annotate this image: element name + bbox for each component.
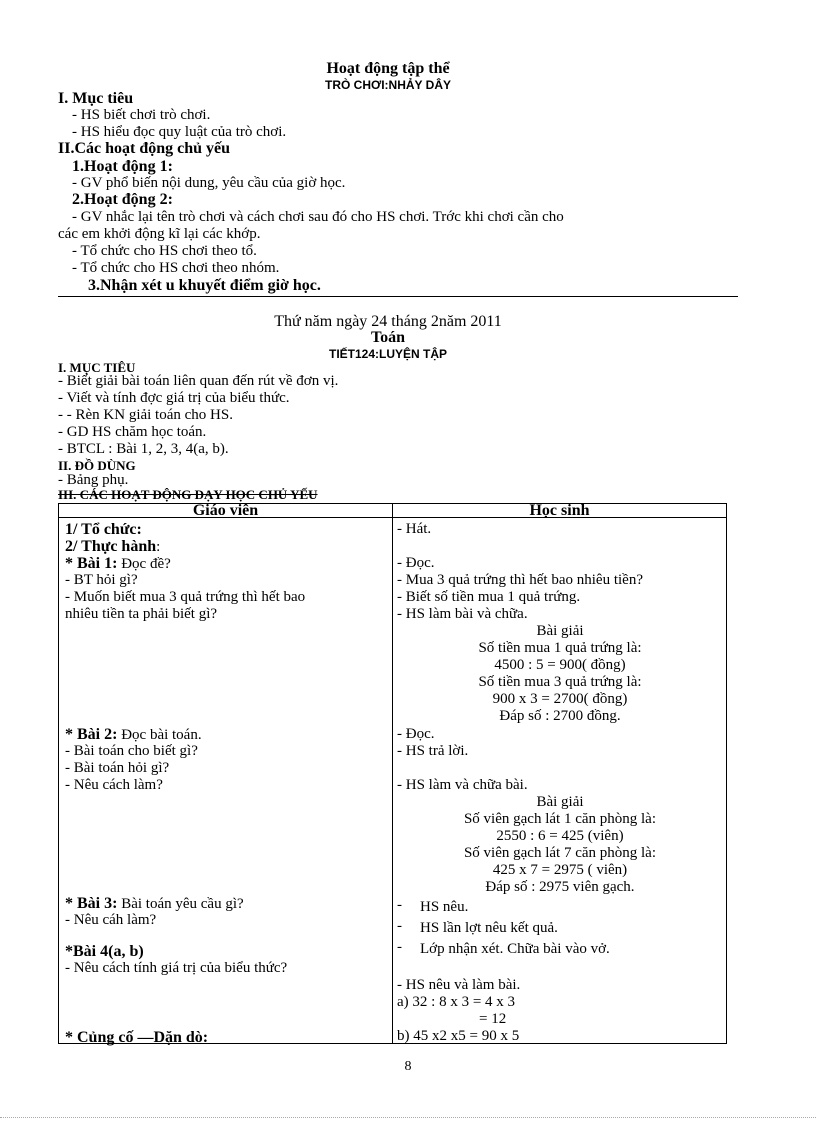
solution1-line: Số tiền mua 1 quả trứng là: — [478, 640, 642, 656]
exercise1-question: Đọc đề? — [117, 556, 171, 572]
teacher-line: - Bài toán hỏi gì? — [65, 760, 170, 776]
student-line: - HS nêu và làm bài. — [397, 977, 521, 993]
wrap-up-step: * Củng cố —Dặn dò: — [65, 1029, 209, 1046]
objective-item: - Viết và tính đợc giá trị của biểu thức. — [58, 390, 290, 406]
solution2-line: 425 x 7 = 2975 ( viên) — [492, 862, 628, 878]
teacher-line: - Nêu cách làm? — [65, 777, 163, 793]
practice-step-colon: : — [156, 539, 161, 555]
activity1-heading: 1.Hoạt động 1: — [72, 158, 173, 175]
solution2-line: 2550 : 6 = 425 (viên) — [496, 828, 624, 844]
solution2-line: Số viên gạch lát 1 căn phòng là: — [463, 811, 657, 827]
student-line: - Mua 3 quả trứng thì hết bao nhiêu tiền? — [397, 572, 643, 588]
student-line: - Đọc. — [397, 726, 435, 742]
solution2-answer: Đáp số : 2975 viên gạch. — [485, 879, 635, 895]
student-line: - HS làm và chữa bài. — [397, 777, 528, 793]
lesson-date: Thứ năm ngày 24 tháng 2năm 2011 — [274, 313, 502, 330]
activity3-heading: 3.Nhận xét u khuyết điểm giờ học. — [88, 277, 321, 294]
solution1-title: Bài giải — [536, 623, 584, 639]
exercise1-prompt — [65, 556, 171, 572]
student-line: HS nêu. — [420, 899, 469, 915]
material-item: - Bảng phụ. — [58, 472, 129, 488]
activity2-item: - Tổ chức cho HS chơi theo tổ. — [72, 243, 257, 259]
lesson-subject: Toán — [370, 329, 406, 346]
student-line: - HS trả lời. — [397, 743, 469, 759]
student-line: - HS làm bài và chữa. — [397, 606, 528, 622]
exercise2-question: Đọc bài toán. — [117, 727, 202, 743]
solution1-line: 4500 : 5 = 900( đồng) — [494, 657, 626, 673]
objective-item: - HS hiểu đọc quy luật của trò chơi. — [72, 124, 287, 140]
teacher-line: nhiêu tiền ta phải biết gì? — [65, 606, 218, 622]
solution1-answer: Đáp số : 2700 đồng. — [499, 708, 621, 724]
page-edge — [0, 1117, 816, 1118]
student-line: b) 45 x2 x5 = 90 x 5 — [397, 1028, 520, 1044]
bullet-dash: - — [397, 918, 402, 934]
student-line: - Đọc. — [397, 555, 435, 571]
activity2-line2: các em khởi động kĩ lại các khớp. — [58, 226, 261, 242]
objective-item: - GD HS chăm học toán. — [58, 424, 207, 440]
objectives-heading: I. MỤC TIÊU — [58, 360, 136, 375]
exercise3-prompt — [65, 896, 244, 912]
materials-heading: II. ĐỒ DÙNG — [58, 458, 136, 473]
objectives-heading: I. Mục tiêu — [58, 90, 134, 107]
bullet-dash: - — [397, 939, 402, 955]
bullet-dash: - — [397, 897, 402, 913]
exercise3-label: * Bài 3: — [65, 895, 118, 912]
page-number: 8 — [404, 1059, 412, 1074]
objective-item: - - Rèn KN giải toán cho HS. — [58, 407, 233, 423]
exercise2-label: * Bài 2: — [65, 726, 118, 743]
activity1-text: - GV phổ biến nội dung, yêu cầu của giờ học. — [72, 175, 346, 191]
teacher-line: - Muốn biết mua 3 quả trứng thì hết bao — [65, 589, 306, 605]
exercise4-label: *Bài 4(a, b) — [65, 943, 144, 960]
student-line: = 12 — [479, 1011, 507, 1027]
exercise3-question: Bài toán yêu cầu gì? — [117, 896, 244, 912]
practice-step-label: 2/ Thực hành — [65, 538, 157, 555]
student-column-header: Học sinh — [393, 504, 727, 518]
organize-step: 1/ Tổ chức: — [65, 521, 142, 538]
solution2-title: Bài giải — [536, 794, 584, 810]
objective-item: - HS biết chơi trò chơi. — [72, 107, 211, 123]
activity-title: Hoạt động tập thể — [326, 60, 450, 77]
teacher-line: - Nêu cáh làm? — [65, 912, 157, 928]
objective-item: - BTCL : Bài 1, 2, 3, 4(a, b). — [58, 441, 229, 457]
solution1-line: Số tiền mua 3 quả trứng là: — [478, 674, 642, 690]
exercise2-prompt — [65, 727, 202, 743]
teacher-line: - Bài toán cho biết gì? — [65, 743, 198, 759]
teacher-line: - Nêu cách tính giá trị của biểu thức? — [65, 960, 288, 976]
activity-subtitle: TRÒ CHƠI:NHẢY DÂY — [324, 78, 452, 92]
activity2-line1: - GV nhắc lại tên trò chơi và cách chơi sau đó cho HS chơi. Trớc khi chơi cần cho — [72, 209, 564, 225]
practice-step — [65, 539, 160, 555]
activity2-item: - Tổ chức cho HS chơi theo nhóm. — [72, 260, 280, 276]
teacher-line: - BT hỏi gì? — [65, 572, 138, 588]
teaching-activities-heading: III. CÁC HOẠT ĐỘNG DẠY HỌC CHỦ YẾU — [58, 487, 318, 502]
teacher-column-header: Giáo viên — [59, 504, 393, 518]
solution2-line: Số viên gạch lát 7 căn phòng là: — [463, 845, 657, 861]
activities-heading: II.Các hoạt động chủ yếu — [58, 140, 231, 157]
section-divider — [58, 296, 738, 297]
student-line: a) 32 : 8 x 3 = 4 x 3 — [397, 994, 516, 1010]
student-line: HS lần lợt nêu kết quả. — [420, 920, 558, 936]
student-line: Lớp nhận xét. Chữa bài vào vở. — [420, 941, 610, 957]
teacher-cell — [59, 518, 393, 1044]
solution1-line: 900 x 3 = 2700( đồng) — [492, 691, 628, 707]
objective-item: - Biết giải bài toán liên quan đến rút về đơn vị. — [58, 373, 339, 389]
student-line: - Hát. — [397, 521, 432, 537]
lesson-title: TIẾT124:LUYỆN TẬP — [328, 347, 448, 361]
exercise1-label: * Bài 1: — [65, 555, 118, 572]
lesson-table — [58, 503, 727, 1044]
activity2-heading: 2.Hoạt động 2: — [72, 191, 173, 208]
student-cell — [393, 518, 727, 1044]
student-line: - Biết số tiền mua 1 quả trứng. — [397, 589, 581, 605]
